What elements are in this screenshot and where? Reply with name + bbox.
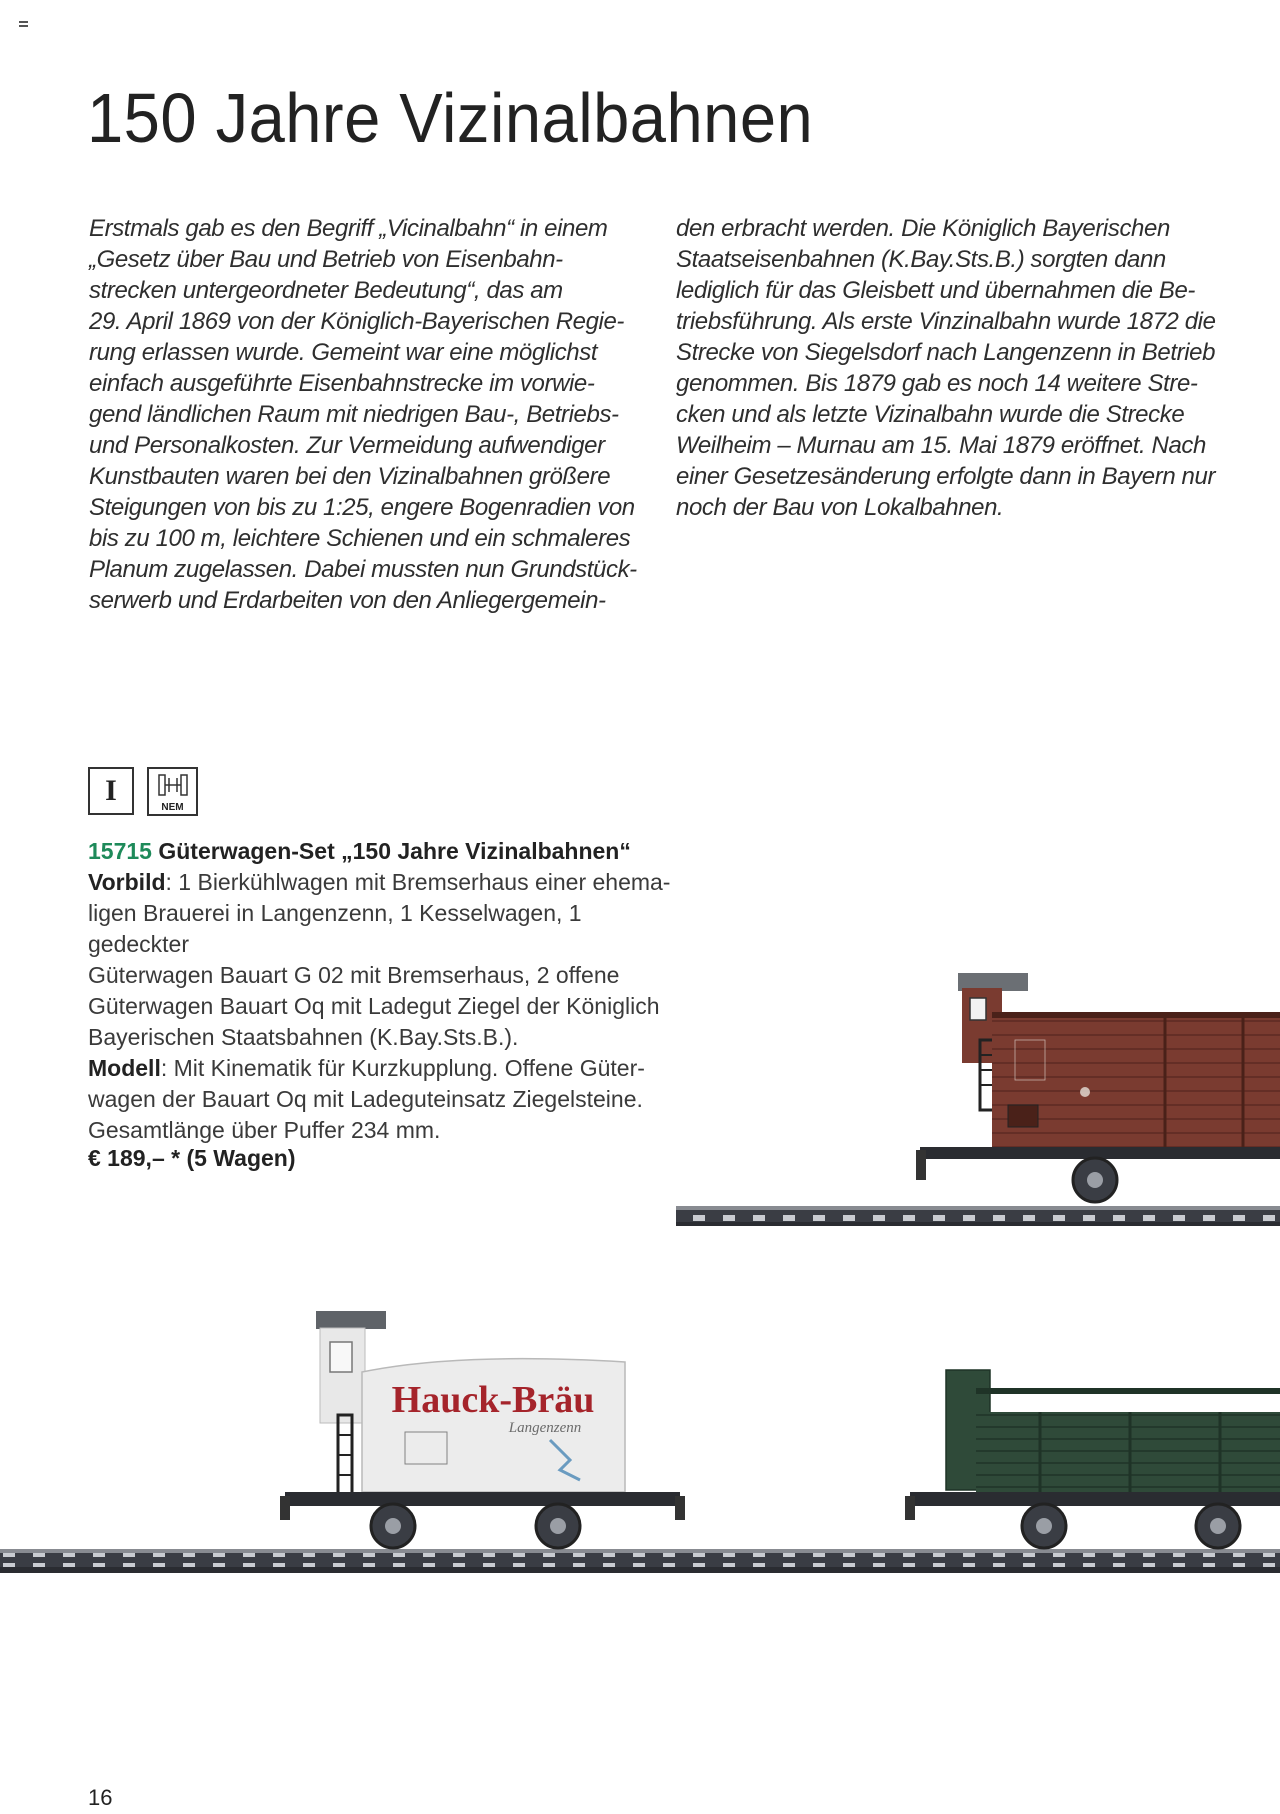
boxcar-wagon xyxy=(916,973,1280,1202)
intro-text-right: den erbracht werden. Die Königlich Bayerischen Staatseisenbahnen (K.Bay.Sts.B.) sorgten dann lediglich für das Gleisbett und übernahmen die Be- triebsführung. Als erste Vinzinalbahn wurde 1872 die Strecke von Siegelsdorf nach Langenzenn in Betrieb genommen. Bis 1879 gab es noch 14 weitere Stre- cken und als letzte Vizinalbahn wurde die Strecke Weilheim – Murnau am 15. Mai 1879 eröffnet. Nach einer Gesetzesänderung erfolgte dann in Bayern nur noch der Bau von Lokalbahnen. xyxy=(676,215,1216,521)
product-name: Güterwagen-Set „150 Jahre Vizinalbahnen“ xyxy=(158,838,631,864)
beer-wagon-sublettering: Langenzenn xyxy=(508,1420,582,1436)
beer-wagon xyxy=(280,1311,685,1548)
intro-text-left: Erstmals gab es den Begriff „Vicinalbahn“ in einem „Gesetz über Bau und Betrieb von Eisenbahn- strecken untergeordneter Bedeutung“, das am 29. April 1869 von der Königlich-Bayerischen Regie- rung erlassen wurde. Gemeint war eine möglichst einfach ausgeführte Eisenbahnstrecke im vorwie- gend ländlichen Raum mit niedrigen Bau-, Betriebs- und Personalkosten. Zur Vermeidung aufwendiger Kunstbauten waren bei den Vizinalbahnen größere Steigungen von bis zu 1:25, engere Bogenradien von bis zu 100 m, leichtere Schienen und ein schmaleres Planum zugelassen. Dabei mussten nun Grundstück- serwerb und Erdarbeiten von den Anliegergemein- xyxy=(89,215,637,614)
vorbild-text: : 1 Bierkühlwagen mit Bremserhaus einer ehema- ligen Brauerei in Langenzenn, 1 Kesselwagen, 1 gedeckter Güterwagen Bauart G 02 mit Bremserhaus, 2 offene Güterwagen Bauart Oq mit Ladegut Ziegel der Königlich Bayerischen Staatsbahnen (K.Bay.Sts.B.). xyxy=(88,869,671,1050)
modell-text: : Mit Kinematik für Kurzkupplung. Offene Güter- wagen der Bauart Oq mit Ladeguteinsatz Ziegelsteine. Gesamtlänge über Puffer 234 mm. xyxy=(88,1055,645,1143)
vorbild-label: Vorbild xyxy=(88,869,166,895)
gauge-badge: I xyxy=(88,767,134,815)
page-title: 150 Jahre Vizinalbahnen xyxy=(87,79,814,157)
open-wagon xyxy=(905,1370,1280,1548)
article-number: 15715 xyxy=(88,838,152,864)
product-price: € 189,– * (5 Wagen) xyxy=(88,1145,296,1171)
nem-label: NEM xyxy=(161,802,184,813)
upper-track xyxy=(676,1206,1280,1226)
lower-track xyxy=(0,1549,1280,1573)
page-number: 16 xyxy=(88,1785,113,1810)
modell-label: Modell xyxy=(88,1055,161,1081)
beer-wagon-lettering: Hauck-Bräu xyxy=(391,1379,595,1421)
